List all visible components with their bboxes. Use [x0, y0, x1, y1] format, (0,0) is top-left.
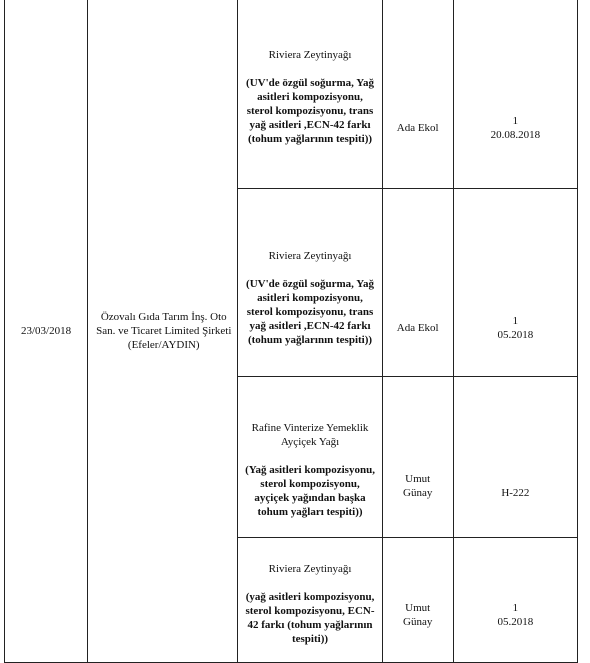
firm-cell: Özovalı Gıda Tarım İnş. Oto San. ve Ticaret Limited Şirketi (Efeler/AYDIN)	[88, 0, 238, 663]
product-cell	[238, 538, 382, 663]
date-cell: 23/03/2018	[5, 0, 88, 663]
product-name: Riviera Zeytinyağı	[268, 249, 352, 262]
product-analysis: (UV'de özgül soğurma, Yağ asitleri kompozisyonu, sterol kompozisyonu, trans yağ asitleri ,ECN-42 farkı (tohum yağlarının tespiti))	[246, 277, 374, 346]
lab-date: 20.08.2018	[490, 128, 541, 141]
product-analysis: (Yağ asitleri kompozisyonu, sterol kompozisyonu, ayçiçek yağından başka tohum yağları tespiti))	[245, 464, 375, 518]
product-name: Rafine Vinterize Yemeklik Ayçiçek Yağı	[251, 422, 369, 448]
lab-cell	[453, 189, 577, 377]
lab-code: H-222	[501, 487, 530, 499]
product-analysis: (yağ asitleri kompozisyonu, sterol kompozisyonu, ECN-42 farkı (tohum yağlarının tespiti))	[245, 590, 375, 645]
person-cell	[382, 189, 453, 377]
lab-number: 1	[512, 602, 519, 614]
lab-number: 1	[512, 314, 519, 327]
product-cell	[238, 189, 382, 377]
person-name: Umut	[405, 602, 431, 614]
lab-cell	[453, 538, 577, 663]
lab-cell	[453, 377, 577, 538]
analysis-table	[4, 0, 578, 663]
product-cell	[238, 0, 382, 189]
product-analysis: (UV'de özgül soğurma, Yağ asitleri kompozisyonu, sterol kompozisyonu, trans yağ asitleri ,ECN-42 farkı (tohum yağlarının tespiti))	[246, 77, 374, 145]
person-name: Günay	[403, 487, 433, 499]
product-name: Riviera Zeytinyağı	[268, 49, 352, 61]
person-name: Ada Ekol	[396, 121, 439, 134]
person-cell	[382, 538, 453, 663]
lab-date: 05.2018	[497, 616, 534, 628]
table-row	[5, 0, 578, 189]
product-name: Riviera Zeytinyağı	[268, 562, 352, 575]
person-name: Günay	[403, 616, 433, 628]
person-name: Umut	[405, 473, 431, 485]
product-cell	[238, 377, 382, 538]
lab-number: 1	[512, 114, 519, 127]
person-cell	[382, 377, 453, 538]
person-name: Ada Ekol	[396, 321, 439, 334]
lab-cell	[453, 0, 577, 189]
person-cell	[382, 0, 453, 189]
lab-date: 05.2018	[497, 328, 534, 341]
